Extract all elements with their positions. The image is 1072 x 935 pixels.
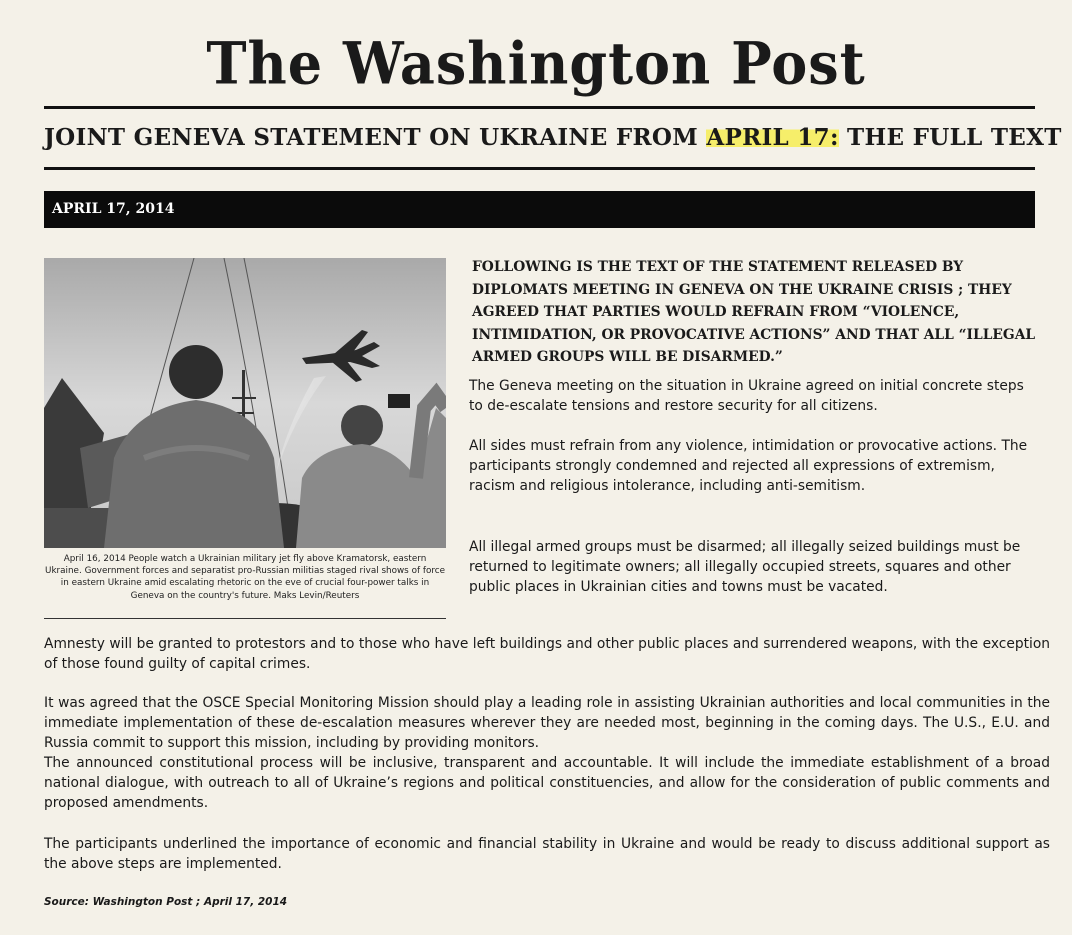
- lead-summary: FOLLOWING IS THE TEXT OF THE STATEMENT RELEASED BY DIPLOMATS MEETING IN GENEVA ON THE UKRAINE CRISIS ; THEY AGREED THAT PARTIES WOULD REFRAIN FROM “VIOLENCE, INTIMIDATION, OR PROVOCATIVE ACTIONS” AND THAT ALL “ILLEGAL ARMED GROUPS WILL BE DISARMED.”: [472, 259, 1036, 366]
- headline-text-end: THE FULL TEXT: [838, 124, 1062, 151]
- caption-rule: [44, 618, 446, 619]
- paragraph-3: All illegal armed groups must be disarmed; all illegally seized buildings must be returned to legitimate owners; all illegally occupied streets, squares and other public places in Ukrainian cities and towns must be vacated.: [469, 539, 1021, 595]
- paragraph-4: Amnesty will be granted to protestors and to those who have left buildings and other public places and surrendered weapons, with the exception of those found guilty of capital crimes.: [44, 636, 1050, 672]
- paragraph-1: The Geneva meeting on the situation in Ukraine agreed on initial concrete steps to de-escalate tensions and restore security for all citizens.: [469, 378, 1024, 414]
- paragraph-5: It was agreed that the OSCE Special Monitoring Mission should play a leading role in assisting Ukrainian authorities and local communities in the immediate implementation of these de-escalation measures wherever they are needed most, beginning in the coming days. The U.S., E.U. and Russia commit to support this mission, including by providing monitors.: [44, 695, 1050, 751]
- top-rule: [44, 106, 1035, 109]
- masthead-logo: The Washington Post: [206, 28, 866, 98]
- date-bar: [44, 191, 1035, 228]
- source-credit: Source: Washington Post ; April 17, 2014: [44, 896, 288, 908]
- paragraph-7: The participants underlined the importance of economic and financial stability in Ukraine and would be ready to discuss additional support as the above steps are implemented.: [44, 836, 1050, 872]
- headline-rule: [44, 167, 1035, 170]
- article-headline: [44, 122, 1062, 154]
- article-date: APRIL 17, 2014: [52, 201, 175, 217]
- jet-over-crowd-photo: [44, 258, 446, 548]
- paragraph-6: The announced constitutional process will be inclusive, transparent and accountable. It will include the immediate establishment of a broad national dialogue, with outreach to all of Ukraine’s regions and political constituencies, and allow for the consideration of public comments and proposed amendments.: [44, 755, 1050, 811]
- photo-caption: April 16, 2014 People watch a Ukrainian military jet fly above Kramatorsk, eastern Ukraine. Government forces and separatist pro-Russian militias staged rival shows of force in eastern Ukraine amid escalating rhetoric on the eve of crucial four-power talks in Geneva on the country's future. Maks Levin/Reuters: [45, 554, 445, 601]
- paragraph-2: All sides must refrain from any violence, intimidation or provocative actions. The participants strongly condemned and rejected all expressions of extremism, racism and religious intolerance, including anti-semitism.: [469, 438, 1028, 494]
- news-photo: [44, 258, 446, 548]
- headline-highlight: APRIL 17:: [706, 124, 839, 151]
- headline-text-start: JOINT GENEVA STATEMENT ON UKRAINE FROM: [44, 124, 707, 151]
